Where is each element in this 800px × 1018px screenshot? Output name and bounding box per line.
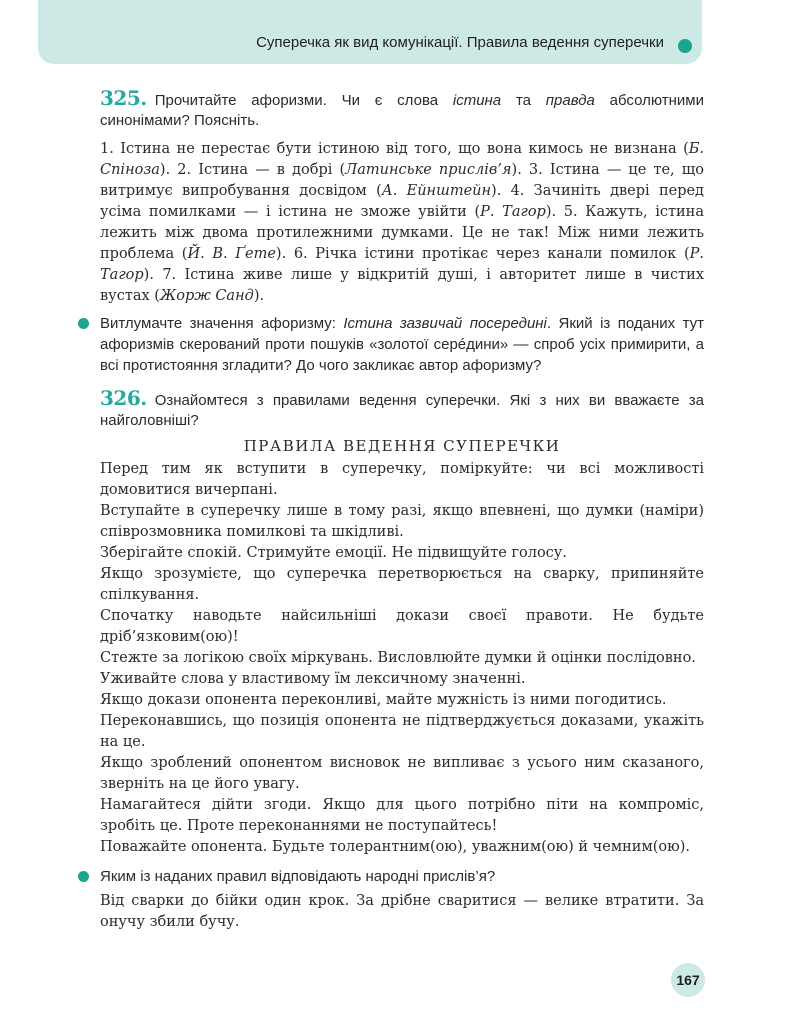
question-text: Витлумачте значення афоризму: bbox=[100, 315, 344, 332]
rule-item: Зберігайте спокій. Стримуйте емоції. Не підвищуйте голосу. bbox=[100, 545, 567, 561]
aphorism-author: А. Ейнштейн bbox=[381, 183, 492, 199]
page-content bbox=[100, 86, 704, 933]
aphorism-author: Р. Тагор bbox=[100, 246, 704, 283]
aphorism-text: ). bbox=[253, 288, 265, 304]
rule-item: Поважайте опонента. Будьте толерантним(ою), уважним(ою) й чемним(ою). bbox=[100, 839, 690, 855]
task-number: 326. bbox=[100, 386, 147, 410]
bullet-icon bbox=[78, 871, 89, 882]
question-text: . Який із поданих тут афоризмів скерований проти пошуків «золотої серéдини» — спроб усіх примирити, а всі протистояння згладити? До чого закликає автор афоризму? bbox=[100, 315, 704, 374]
aphorism-author: Б. Спіноза bbox=[100, 141, 704, 178]
prompt-text: абсолютними синонімами? Поясніть. bbox=[100, 92, 704, 129]
question-text: Яким із наданих правил відповідають народні прислів’я? bbox=[100, 868, 496, 885]
rule-item: Уживайте слова у властивому їм лексичному значенні. bbox=[100, 671, 526, 687]
aphorism-text: ). 3. Істина — це те, що витримує випробування досвідом ( bbox=[100, 162, 704, 199]
rule-item: Якщо зроблений опонентом висновок не випливає з усього ним сказаного, зверніть на це його увагу. bbox=[100, 755, 704, 792]
page-header bbox=[38, 0, 702, 64]
rule-item: Спочатку наводьте найсильніші докази своєї правоти. Не будьте дріб’язковим(ою)! bbox=[100, 608, 704, 645]
aphorism-author: Р. Тагор bbox=[480, 204, 546, 220]
aphorism-author: Латинське прислів’я bbox=[345, 162, 512, 178]
aphorism-text: ). 2. Істина — в добрі ( bbox=[159, 162, 346, 178]
prompt-word: правда bbox=[545, 92, 595, 109]
header-title: Суперечка як вид комунікації. Правила ведення суперечки bbox=[256, 34, 664, 51]
rule-item: Переконавшись, що позиція опонента не підтверджується доказами, укажіть на це. bbox=[100, 713, 704, 750]
header-dot-icon bbox=[678, 39, 692, 53]
rule-item: Якщо зрозумієте, що суперечка перетворюється на сварку, припиняйте спілкування. bbox=[100, 566, 704, 603]
aphorism-text: ). 4. Зачиніть двері перед усіма помилками — і істина не зможе увійти ( bbox=[100, 183, 704, 220]
question-quote: Істина зазвичай посередині bbox=[343, 315, 547, 332]
prompt-text: Прочитайте афоризми. Чи є слова bbox=[154, 92, 453, 109]
rules-list bbox=[100, 459, 704, 858]
rule-item: Намагайтеся дійти згоди. Якщо для цього потрібно піти на компроміс, зробіть це. Проте переконаннями не поступайтесь! bbox=[100, 797, 704, 834]
task-326-prompt bbox=[100, 388, 704, 431]
aphorisms-text bbox=[100, 139, 704, 307]
task-325-prompt bbox=[100, 88, 704, 131]
aphorism-author: Й. В. Ґете bbox=[187, 246, 276, 262]
aphorism-text: 1. Істина не перестає бути істиною від того, що вона кимось не визнана ( bbox=[100, 141, 689, 157]
aphorism-text: ). 5. Кажуть, істина лежить між двома протилежними думками. Це не так! Між ними лежить проблема ( bbox=[100, 204, 704, 262]
aphorism-text: ). 6. Річка істини протікає через канали помилок ( bbox=[275, 246, 690, 262]
page-number: 167 bbox=[671, 963, 705, 997]
rule-item: Якщо докази опонента переконливі, майте мужність із ними погодитись. bbox=[100, 692, 667, 708]
task-number: 325. bbox=[100, 86, 147, 110]
aphorism-author: Жорж Санд bbox=[159, 288, 254, 304]
task-326-question bbox=[100, 866, 704, 887]
prompt-text: Ознайомтеся з правилами ведення суперечки. Які з них ви вважаєте за найголовніші? bbox=[100, 392, 704, 429]
task-325-question bbox=[100, 313, 704, 376]
bullet-icon bbox=[78, 318, 89, 329]
prompt-word: істина bbox=[452, 92, 502, 109]
rule-item: Перед тим як вступити в суперечку, поміркуйте: чи всі можливості домовитися вичерпані. bbox=[100, 461, 704, 498]
proverbs-text: Від сварки до бійки один крок. За дрібне сваритися — велике втратити. За онучу збили бучу. bbox=[100, 893, 704, 930]
rule-item: Вступайте в суперечку лише в тому разі, якщо впевнені, що думки (наміри) співрозмовника помилкові та шкідливі. bbox=[100, 503, 704, 540]
prompt-text: та bbox=[501, 92, 546, 109]
aphorism-text: ). 7. Істина живе лише у відкритій душі, і авторитет лише в чистих вустах ( bbox=[100, 267, 704, 304]
rules-title: ПРАВИЛА ВЕДЕННЯ СУПЕРЕЧКИ bbox=[243, 437, 561, 455]
rule-item: Стежте за логікою своїх міркувань. Висловлюйте думки й оцінки послідовно. bbox=[100, 650, 696, 666]
